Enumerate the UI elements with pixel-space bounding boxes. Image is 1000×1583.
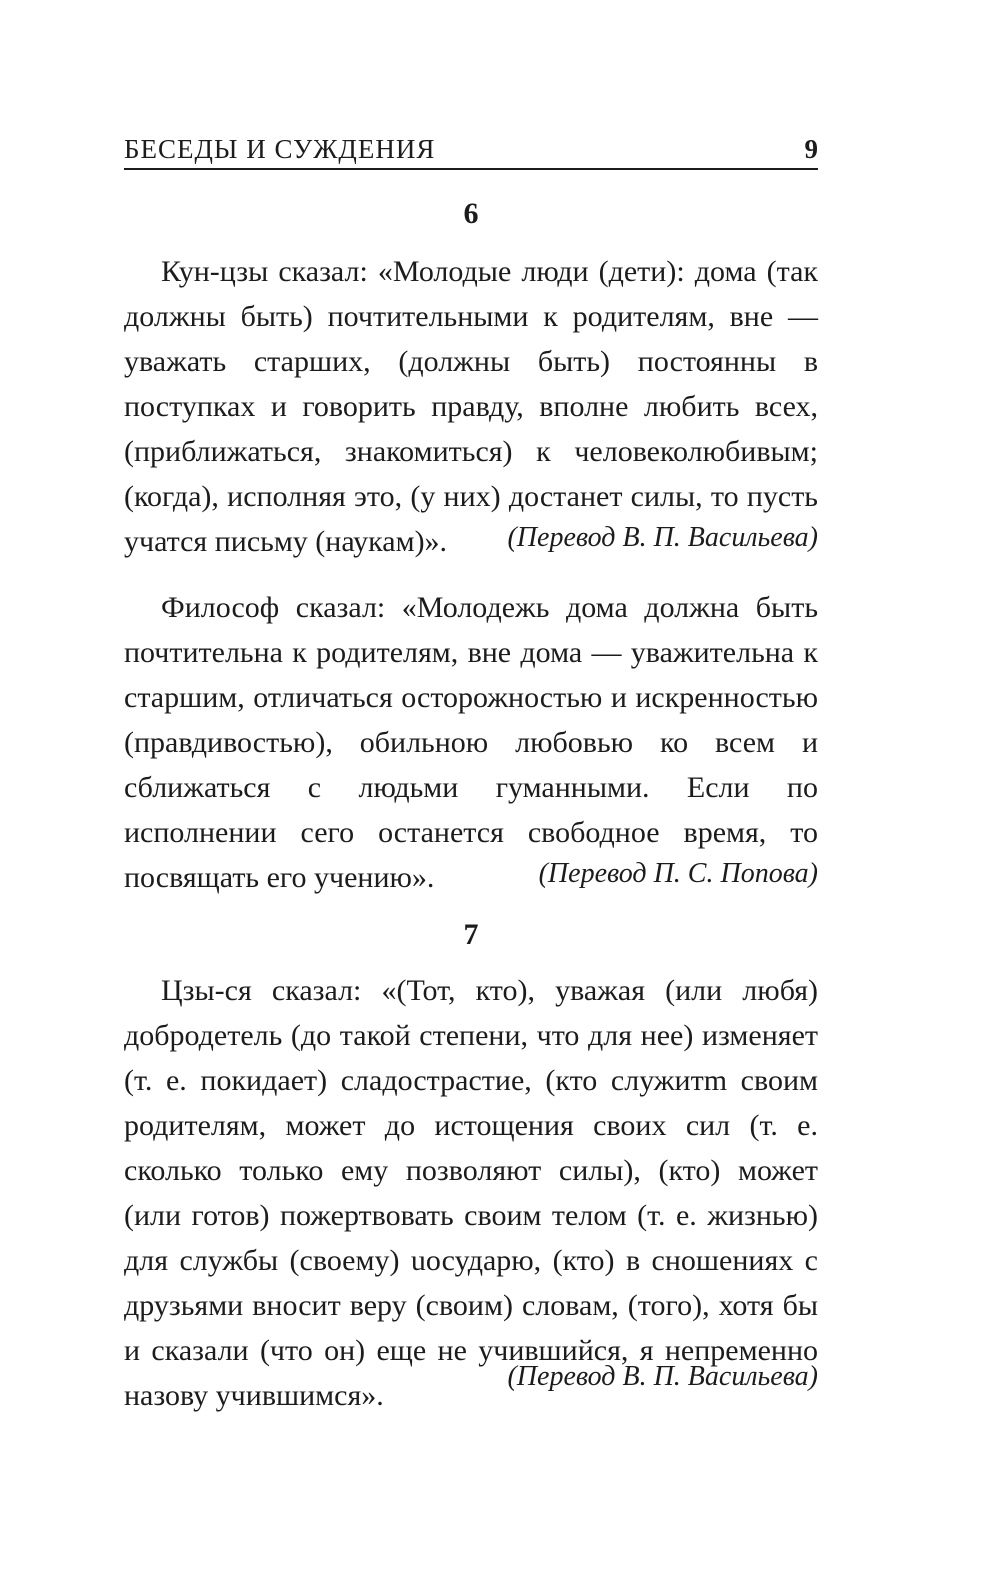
passage-text: Кун-цзы сказал: «Молодые люди (дети): дома (так должны быть) почтительными к родителям, вне — уважать старших, (должны быть) постоянны в поступках и говорить правду, вполне любить всех, (приближаться, знакомиться) к человеколюбивым; (когда), исполняя это, (у них) достанет силы, то пусть учатся письму (наукам)». — [124, 255, 818, 558]
page-number: 9 — [804, 134, 818, 164]
running-header — [124, 130, 818, 170]
translation-attribution: (Перевод В. П. Васильева) — [507, 522, 818, 553]
passage-text: Философ сказал: «Молодежь дома должна быть почтительна к родителям, вне дома — уважительна к старшим, отличаться осторожностью и искренностью (правдивостью), обильною любовью ко всем и сближаться с людьми гуманными. Если по исполнении сего останется свободное время, то посвящать его учению». — [124, 591, 818, 894]
translation-attribution: (Перевод П. С. Попова) — [538, 858, 818, 889]
translation-attribution: (Перевод В. П. Васильева) — [507, 1361, 818, 1392]
passage-text: Цзы-ся сказал: «(Тот, кто), уважая (или любя) добродетель (до такой степени, что для нее) изменяет (т. е. покидает) сладострастие, (кто служитm своим родителям, может до истощения своих сил (т. е. сколько только ему позволяют силы), (кто) может (или готов) пожертвовать своим телом (т. е. жизнью) для службы (своему) uосударю, (кто) в сношениях с друзьями вносит веру (своим) словам, (того), хотя бы и сказали (что он) еще не учившийся, я непременно назову учившимся». — [124, 974, 818, 1412]
section-number-7: 7 — [463, 918, 479, 951]
running-title: БЕСЕДЫ И СУЖДЕНИЯ — [124, 134, 436, 164]
section-number-6: 6 — [463, 197, 479, 230]
